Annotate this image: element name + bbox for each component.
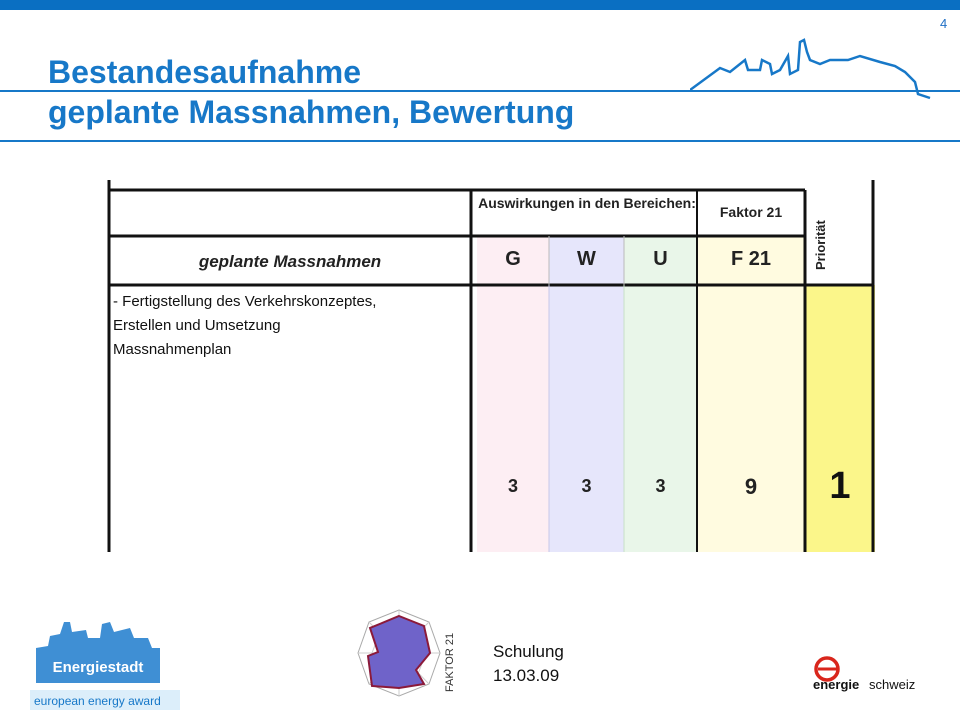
row-text-line-2: Erstellen und Umsetzung: [113, 317, 281, 334]
eea-text: european energy award: [34, 694, 161, 708]
footer-info: [493, 640, 564, 688]
page-title: [48, 52, 574, 132]
header-prioritaet: Priorität: [813, 220, 828, 270]
title-rule-bottom: [0, 140, 960, 142]
footer-date: 13.03.09: [493, 666, 560, 685]
faktor21-radar-icon: [356, 608, 442, 698]
energiestadt-text: Energiestadt: [52, 659, 144, 676]
col-w: W: [577, 248, 596, 270]
title-line-2: geplante Massnahmen, Bewertung: [48, 94, 575, 130]
value-w: 3: [581, 476, 592, 496]
header-faktor: Faktor 21: [719, 204, 783, 220]
massnahmen-table: [105, 180, 875, 552]
energiestadt-logo: [30, 608, 180, 712]
page-number: 4: [940, 16, 948, 31]
header-auswirkungen: Auswirkungen in den Bereichen:: [478, 195, 696, 211]
row-massnahme-text: [113, 290, 376, 362]
title-rule-top: [0, 90, 960, 92]
faktor-label-box: [440, 624, 470, 696]
top-accent-bar: [0, 0, 960, 10]
col-g: G: [505, 248, 521, 270]
col-u: U: [653, 248, 668, 270]
energieschweiz-logo: [813, 655, 948, 695]
footer-schulung: Schulung: [493, 642, 564, 661]
schweiz-text: schweiz: [869, 677, 916, 692]
value-prioritaet: 1: [829, 465, 851, 507]
value-f21: 9: [744, 474, 758, 499]
energie-text: energie: [813, 677, 860, 692]
col-f21: F 21: [730, 248, 772, 270]
title-line-1: Bestandesaufnahme: [48, 54, 361, 90]
col-massnahmen: geplante Massnahmen: [198, 252, 382, 271]
value-g: 3: [507, 476, 518, 496]
value-u: 3: [655, 476, 666, 496]
row-text-line-1: - Fertigstellung des Verkehrskonzeptes,: [113, 293, 377, 310]
faktor-label: FAKTOR 21: [444, 632, 456, 692]
row-text-line-3: Massnahmenplan: [113, 341, 232, 358]
